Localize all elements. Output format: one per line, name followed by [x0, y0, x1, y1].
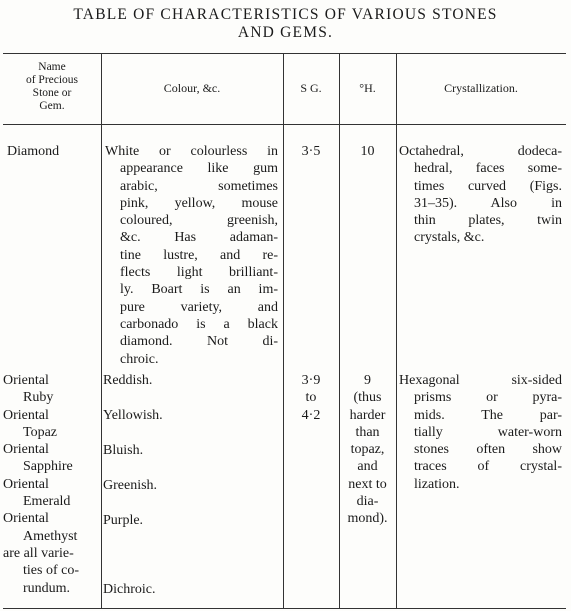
table-title-line-2: AND GEMS.: [237, 24, 334, 41]
bottom-rule: [3, 608, 566, 609]
oriental-sg: 3·9 to 4·2: [301, 373, 321, 423]
header-name: Name of Precious Stone or Gem.: [25, 61, 79, 112]
oriental-colour-purple: Purple.: [103, 513, 144, 528]
table-title-line-1: TABLE OF CHARACTERISTICS OF VARIOUS STONES: [73, 6, 498, 23]
top-rule: [3, 53, 566, 54]
oriental-hardness: 9 (thus harder than topaz, and next to dia- mond).: [347, 373, 388, 527]
diamond-hardness: 10: [360, 144, 375, 159]
header-rule: [3, 124, 566, 125]
header-sg: S G.: [300, 81, 322, 95]
diamond-name: Diamond: [7, 144, 60, 159]
column-divider: [283, 53, 284, 608]
oriental-dichroic: Dichroic.: [103, 582, 156, 597]
diamond-colour: White or colourless in appearance like gum arabic, sometimes pink, yellow, mouse coloured, greenish, &c. Has adaman- tine lustre, and re- flects light brilliant- ly. Boart is an im- pure variety, and carbonado is a black diamond. Not di- chroic.: [105, 144, 278, 367]
oriental-colour-yellowish: Yellowish.: [103, 408, 163, 423]
header-hardness: °H.: [359, 81, 376, 95]
oriental-crystallization: Hexagonal six-sided prisms or pyra- mids. The par- tially water-worn stones often show traces of crystal- lization.: [399, 373, 562, 492]
oriental-colour-reddish: Reddish.: [103, 373, 153, 388]
column-divider: [396, 53, 397, 608]
oriental-colour-bluish: Bluish.: [103, 443, 144, 458]
header-colour: Colour, &c.: [163, 81, 221, 95]
diamond-sg: 3·5: [301, 144, 321, 159]
oriental-colour-greenish: Greenish.: [103, 478, 158, 493]
column-divider: [101, 53, 102, 608]
oriental-names: Oriental Ruby Oriental Topaz Oriental Sapphire Oriental Emerald Oriental Amethyst are all varie- ties of co- rundum.: [3, 373, 79, 596]
header-crystallization: Crystallization.: [444, 81, 518, 95]
diamond-crystallization: Octahedral, dodeca- hedral, faces some- times curved (Figs. 31–35). Also in thin plates, twin crystals, &c.: [399, 144, 562, 246]
